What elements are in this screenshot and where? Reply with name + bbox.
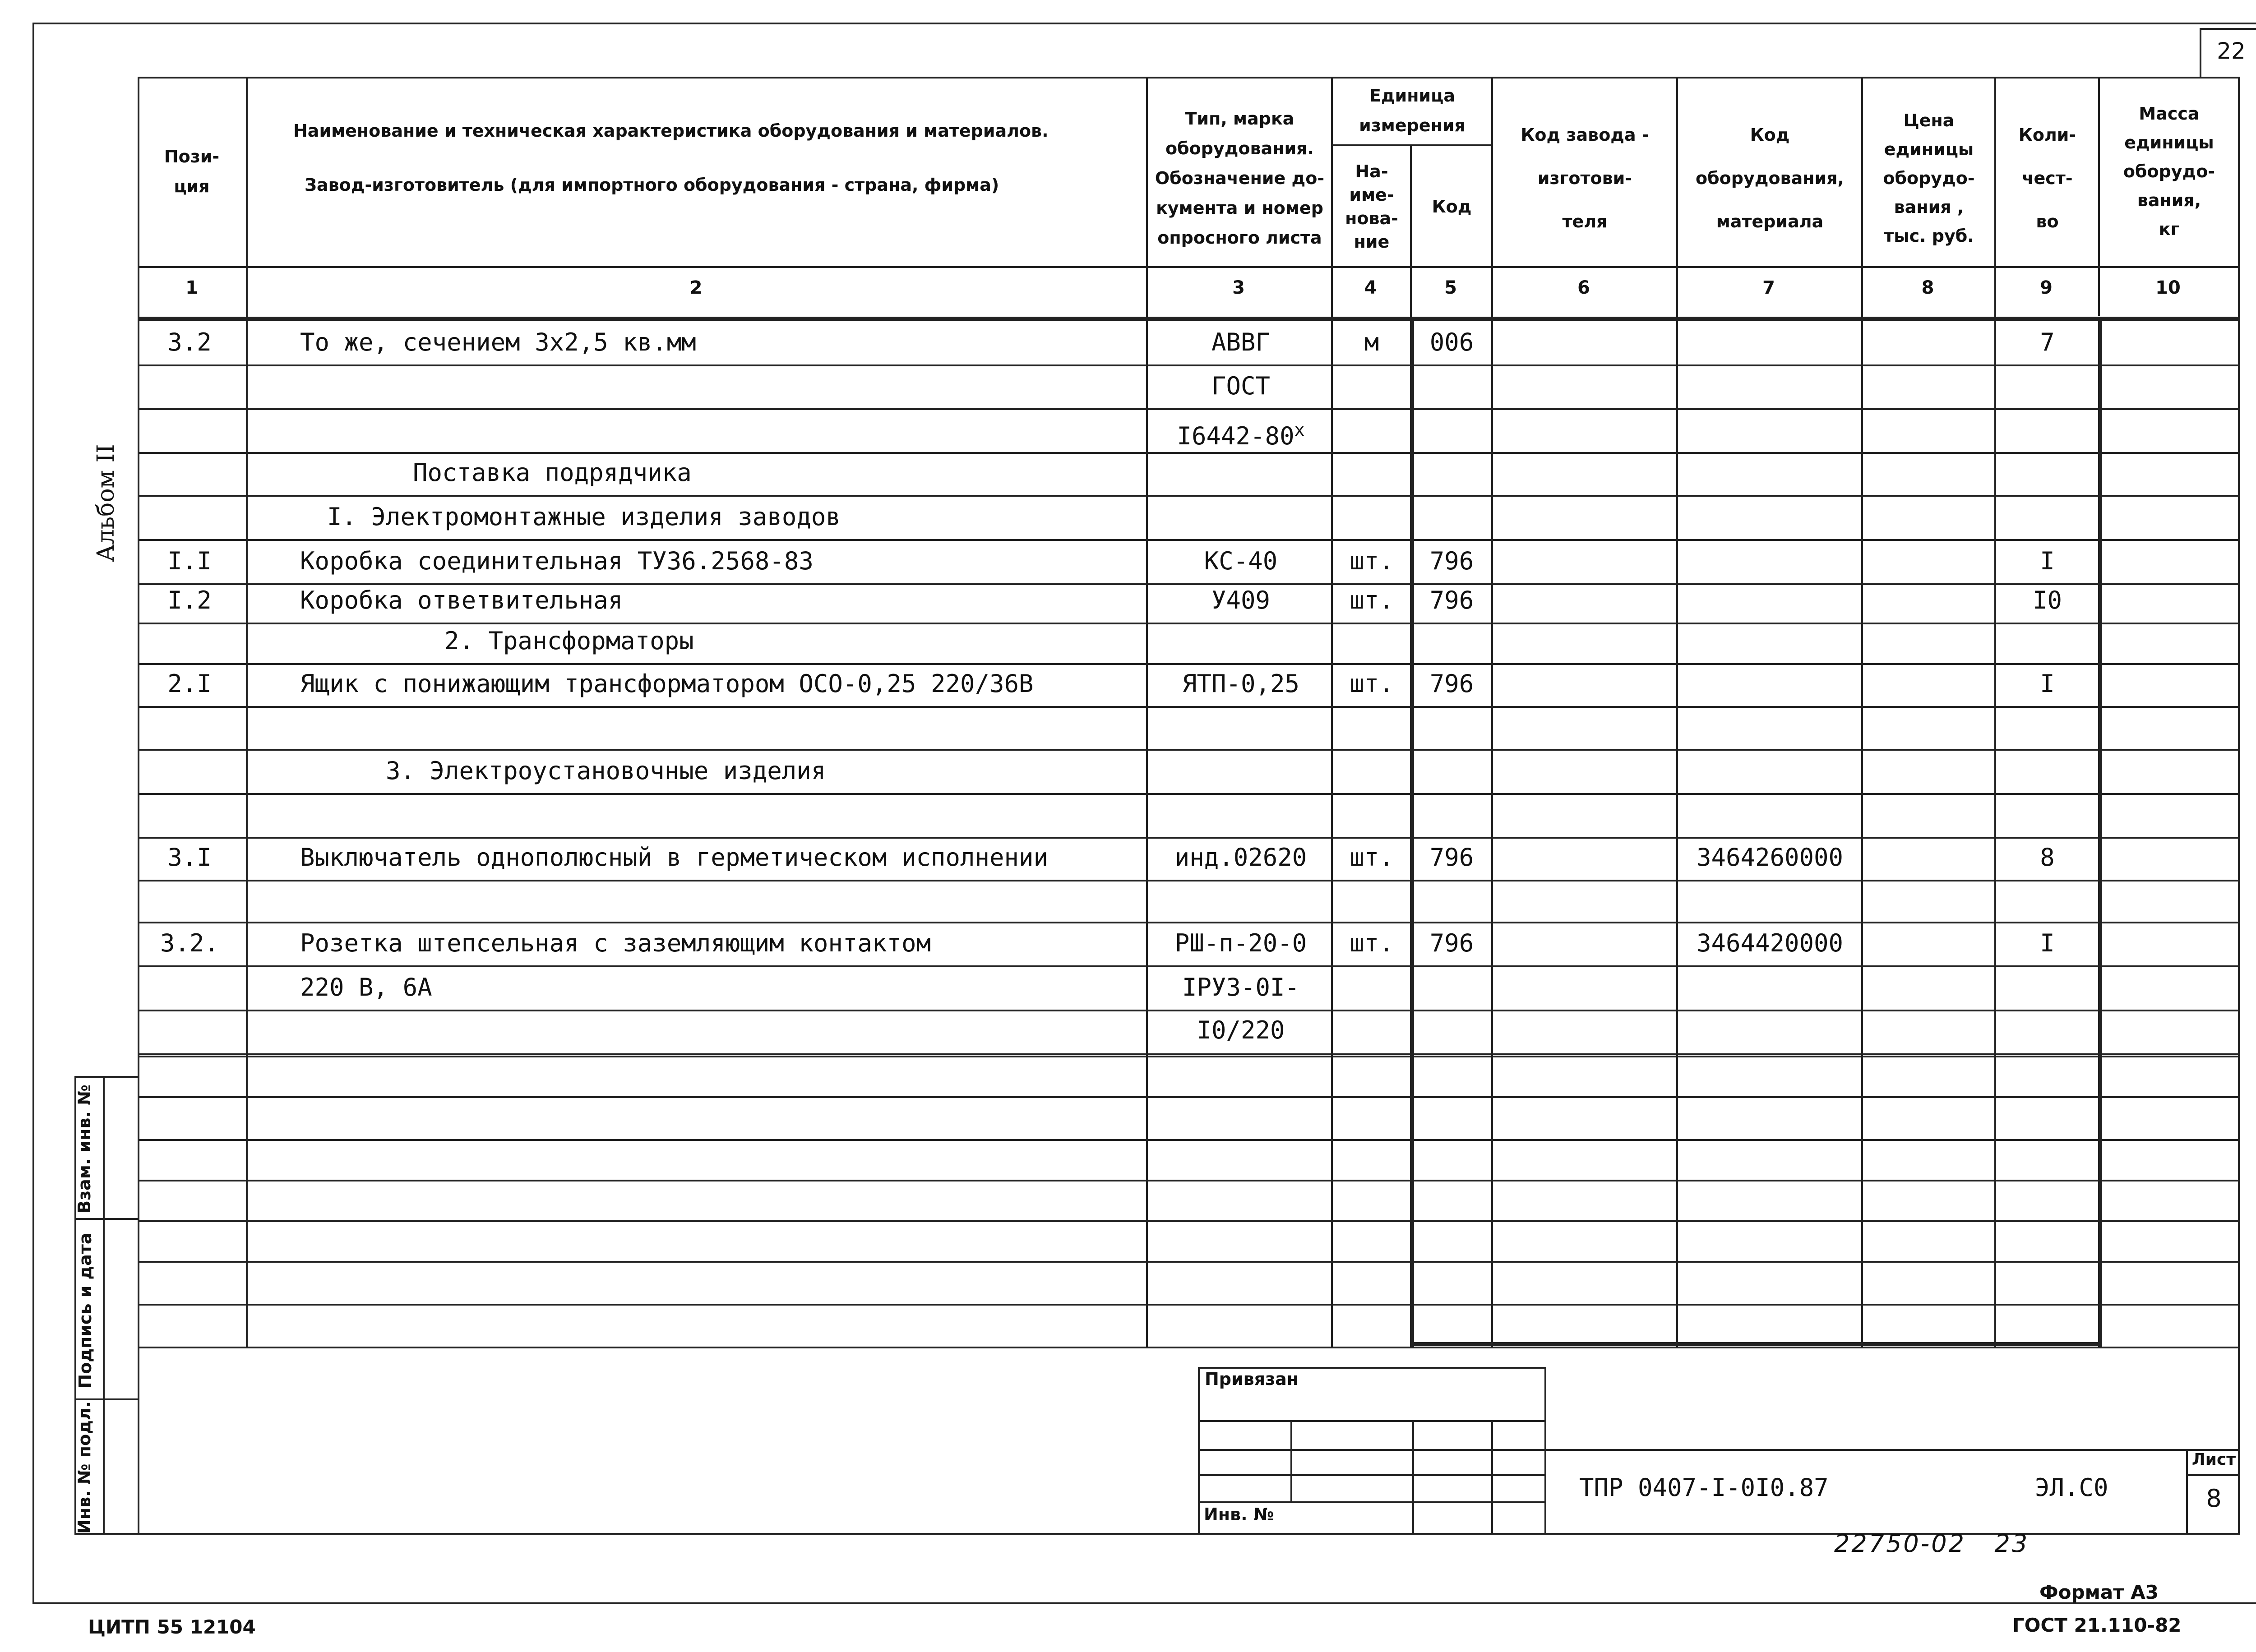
cell-code: 796: [1429, 929, 1474, 957]
row-separator: [138, 1261, 2240, 1263]
tb-mark: ЭЛ.С0: [2035, 1473, 2108, 1502]
column-number-4: 4: [1364, 277, 1377, 298]
header-bottom-line: [138, 266, 2240, 268]
thick-bottom-line: [1410, 1342, 2102, 1346]
cell-name: 220 В, 6А: [300, 973, 432, 1001]
bottom-frame-line: [32, 1602, 2256, 1604]
top-frame-line: [32, 23, 2256, 24]
cell-type: У409: [1211, 586, 1271, 614]
cell-code: 006: [1429, 328, 1474, 356]
cell-name: То же, сечением 3х2,5 кв.мм: [300, 328, 696, 356]
row-separator: [138, 793, 2240, 795]
cell-equip: 3464420000: [1696, 929, 1844, 957]
cell-type: КС-40: [1204, 547, 1278, 575]
cell-pos: 2.I: [167, 669, 212, 698]
cell-unit: м: [1364, 328, 1379, 356]
side-stamp-top: [74, 1076, 138, 1078]
column-number-2: 2: [689, 277, 703, 298]
cell-unit: шт.: [1350, 843, 1394, 872]
cell-type: АВВГ: [1211, 328, 1271, 356]
row-separator: [138, 965, 2240, 967]
page-number-top: 22: [2217, 38, 2246, 64]
cell-type: ЯТП-0,25: [1182, 669, 1300, 698]
cell-type: РШ-п-20-0: [1174, 929, 1307, 957]
tb-grid-v2: [1412, 1420, 1414, 1533]
cell-name: I. Электромонтажные изделия заводов: [327, 503, 841, 531]
header-unit-name: На- име- нова- ние: [1345, 161, 1398, 252]
row-separator: [138, 922, 2240, 923]
cell-unit: шт.: [1350, 547, 1394, 575]
row-separator: [138, 452, 2240, 454]
tb-privyazan-label: Привязан: [1205, 1369, 1299, 1389]
header-position: Пози- ция: [164, 147, 220, 196]
page-number-box-left: [2200, 28, 2201, 78]
cell-type: ГОСТ: [1211, 372, 1271, 400]
tb-grid-v3: [1491, 1420, 1493, 1533]
format-label: Формат А3: [2039, 1581, 2159, 1603]
row-separator: [138, 1053, 2240, 1055]
cell-name: Ящик с понижающим трансформатором ОСО-0,25 220/36В: [300, 669, 1034, 698]
header-plant-code: Код завода - изготови- теля: [1521, 125, 1649, 231]
header-type: Тип, марка оборудования. Обозначение до- кумента и номер опросного листа: [1155, 109, 1325, 248]
row-separator: [138, 1010, 2240, 1011]
column-number-9: 9: [2040, 277, 2053, 298]
tb-doc-code: ТПР 0407-I-0I0.87: [1579, 1473, 1829, 1502]
row-separator: [138, 663, 2240, 665]
column-number-8: 8: [1921, 277, 1934, 298]
row-separator: [138, 1180, 2240, 1181]
column-number-bottom-line: [138, 317, 2240, 321]
cell-name: Выключатель однополюсный в герметическом исполнении: [300, 843, 1049, 872]
table-top-border: [138, 77, 2240, 78]
citp-label: ЦИТП 55 12104: [88, 1616, 256, 1638]
cell-equip: 3464260000: [1696, 843, 1844, 872]
row-separator: [138, 749, 2240, 751]
page-number-box-top: [2200, 28, 2256, 30]
tb-privyazan-top: [1198, 1367, 1545, 1369]
cell-type: IРУЗ-0I-: [1182, 973, 1300, 1001]
cell-qty: I: [2040, 929, 2055, 957]
header-name-line2: Завод-изготовитель (для импортного оборудования - страна, фирма): [305, 175, 999, 195]
tb-list-label: Лист: [2191, 1450, 2236, 1469]
col-line-9: [1994, 77, 1996, 1347]
cell-qty: 7: [2040, 328, 2055, 356]
col-line-4: [1331, 77, 1333, 1347]
cell-code: 796: [1429, 843, 1474, 872]
row-separator: [138, 495, 2240, 497]
tb-list-number: 8: [2206, 1484, 2222, 1513]
row-separator: [138, 1139, 2240, 1141]
gost-label: ГОСТ 21.110-82: [2012, 1614, 2182, 1636]
cell-pos: 3.I: [167, 843, 212, 872]
column-number-7: 7: [1762, 277, 1775, 298]
row-separator: [138, 623, 2240, 624]
album-label: Альбом II: [92, 444, 120, 562]
table-right-border: [2238, 77, 2240, 1534]
cell-qty: I: [2040, 669, 2055, 698]
cell-type-superscript: x: [1294, 420, 1305, 440]
cell-unit: шт.: [1350, 586, 1394, 614]
cell-unit: шт.: [1350, 669, 1394, 698]
col-line-8: [1861, 77, 1863, 1347]
column-number-10: 10: [2155, 277, 2181, 298]
tb-grid-h2: [1198, 1449, 1545, 1451]
cell-name: Поставка подрядчика: [413, 458, 692, 487]
cell-name: Коробка соединительная ТУ36.2568-83: [300, 547, 814, 575]
side-stamp-podpis: Подпись и дата: [75, 1232, 95, 1389]
header-mass: Масса единицы оборудо- вания, кг: [2123, 104, 2215, 239]
cell-pos: 3.2: [167, 328, 212, 356]
tb-grid-h3: [1198, 1474, 1545, 1476]
row-separator: [138, 706, 2240, 708]
col-line-6: [1491, 77, 1493, 1347]
header-equipment-code: Код оборудования, материала: [1696, 125, 1844, 231]
cell-code: 796: [1429, 586, 1474, 614]
table-body-bottom-line: [138, 1347, 2240, 1348]
cell-pos: I.I: [167, 547, 212, 575]
cell-qty: I0: [2032, 586, 2062, 614]
cell-pos: 3.2.: [160, 929, 219, 957]
column-number-6: 6: [1577, 277, 1590, 298]
tb-grid-v1: [1290, 1420, 1292, 1501]
row-separator: [138, 539, 2240, 541]
tb-grid-h1: [1198, 1420, 1545, 1422]
cell-qty: I: [2040, 547, 2055, 575]
handwritten-note: 22750-02 23: [1834, 1529, 2029, 1558]
col-line-3: [1146, 77, 1148, 1347]
tb-inv-label: Инв. №: [1204, 1504, 1274, 1524]
col-line-5-thick: [1410, 317, 1414, 1347]
side-stamp-inner: [103, 1076, 105, 1534]
header-unit-code: Код: [1432, 196, 1472, 217]
cell-pos: I.2: [167, 586, 212, 614]
cell-qty: 8: [2040, 843, 2055, 872]
tb-doc-row-top: [1544, 1449, 2240, 1451]
unit-subheader-line: [1331, 144, 1491, 146]
left-frame-line: [32, 23, 34, 1603]
cell-code: 796: [1429, 547, 1474, 575]
cell-name: Коробка ответвительная: [300, 586, 623, 614]
cell-type: I6442-80$^x$: [1177, 420, 1305, 450]
header-price: Цена единицы оборудо- вания , тыс. руб.: [1883, 111, 1975, 246]
row-separator: [138, 880, 2240, 881]
header-quantity: Коли- чест- во: [2018, 125, 2076, 231]
header-unit: Единица измерения: [1359, 86, 1465, 135]
cell-unit: шт.: [1350, 929, 1394, 957]
side-stamp-inv-podl: Инв. № подл.: [74, 1401, 94, 1534]
tb-list-box-divider: [2186, 1474, 2240, 1476]
side-stamp-vzam: Взам. инв. №: [74, 1084, 94, 1214]
row-separator: [138, 837, 2240, 839]
tb-grid-h4: [1198, 1501, 1545, 1503]
column-number-3: 3: [1232, 277, 1245, 298]
row-separator: [138, 408, 2240, 410]
cell-type: инд.02620: [1174, 843, 1307, 872]
cell-name: 2. Трансформаторы: [444, 627, 694, 655]
cell-code: 796: [1429, 669, 1474, 698]
col-line-7: [1676, 77, 1678, 1347]
row-separator: [138, 1096, 2240, 1098]
column-number-5: 5: [1444, 277, 1457, 298]
cell-name: 3. Электроустановочные изделия: [386, 757, 826, 785]
header-name-line1: Наименование и техническая характеристика оборудования и материалов.: [293, 121, 1049, 141]
row-separator: [138, 365, 2240, 366]
row-separator: [138, 583, 2240, 585]
col-line-2: [246, 77, 248, 1347]
row-separator: [138, 1056, 2240, 1057]
col-line-10-thick: [2098, 317, 2102, 1347]
column-number-1: 1: [185, 277, 198, 298]
cell-type: I0/220: [1197, 1016, 1285, 1044]
cell-name: Розетка штепсельная с заземляющим контактом: [300, 929, 931, 957]
row-separator: [138, 1220, 2240, 1222]
row-separator: [138, 1304, 2240, 1306]
